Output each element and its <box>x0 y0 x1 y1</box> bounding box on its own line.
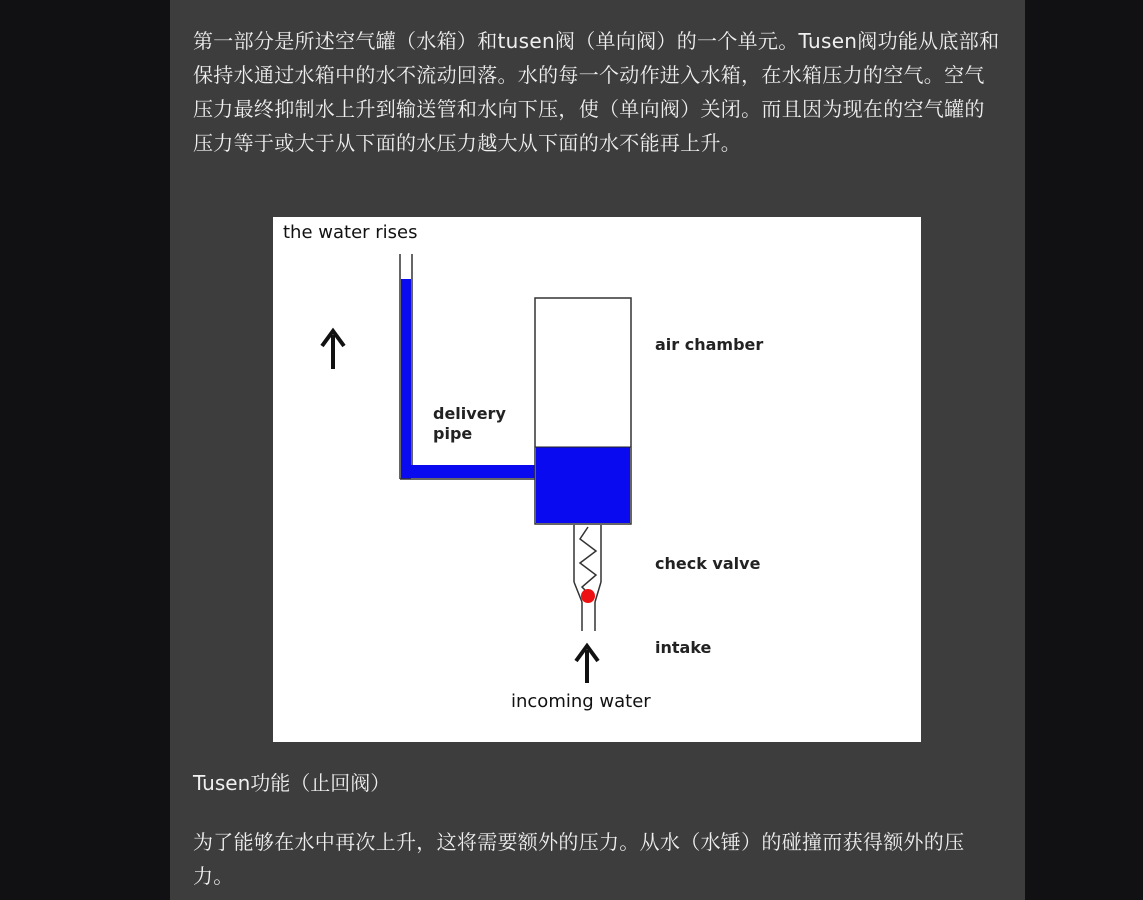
delivery-pipe <box>400 254 536 479</box>
hydraulic-ram-diagram <box>273 217 921 742</box>
left-margin <box>0 0 170 900</box>
right-margin <box>1025 0 1143 900</box>
paragraph-followup: 为了能够在水中再次上升，这将需要额外的压力。从水（水锤）的碰撞而获得额外的压力。 <box>193 830 965 888</box>
valve-ball-icon <box>581 589 595 603</box>
diagram-svg <box>273 217 921 742</box>
intake-pipe <box>582 602 595 631</box>
label-intake: intake <box>655 638 712 657</box>
label-pipe: pipe <box>433 424 473 443</box>
section-heading: Tusen功能（止回阀） <box>193 771 391 795</box>
check-valve <box>574 525 601 603</box>
up-arrow-icon <box>576 646 598 683</box>
label-air-chamber: air chamber <box>655 335 764 354</box>
air-chamber <box>535 298 631 524</box>
up-arrow-icon <box>322 331 344 369</box>
label-water-rises: the water rises <box>283 222 418 243</box>
paragraph-intro: 第一部分是所述空气罐（水箱）和tusen阀（单向阀）的一个单元。Tusen阀功能从底部和保持水通过水箱中的水不流动回落。水的每一个动作进入水箱，在水箱压力的空气。空气压力最终抑制水上升到输送管和水向下压，使（单向阀）关闭。而且因为现在的空气罐的压力等于或大于从下面的水压力越大从下面的水不能再上升。 <box>193 29 1000 155</box>
label-incoming-water: incoming water <box>511 691 651 712</box>
article-body <box>170 0 1025 900</box>
label-check-valve: check valve <box>655 554 761 573</box>
label-delivery: delivery <box>433 404 506 423</box>
